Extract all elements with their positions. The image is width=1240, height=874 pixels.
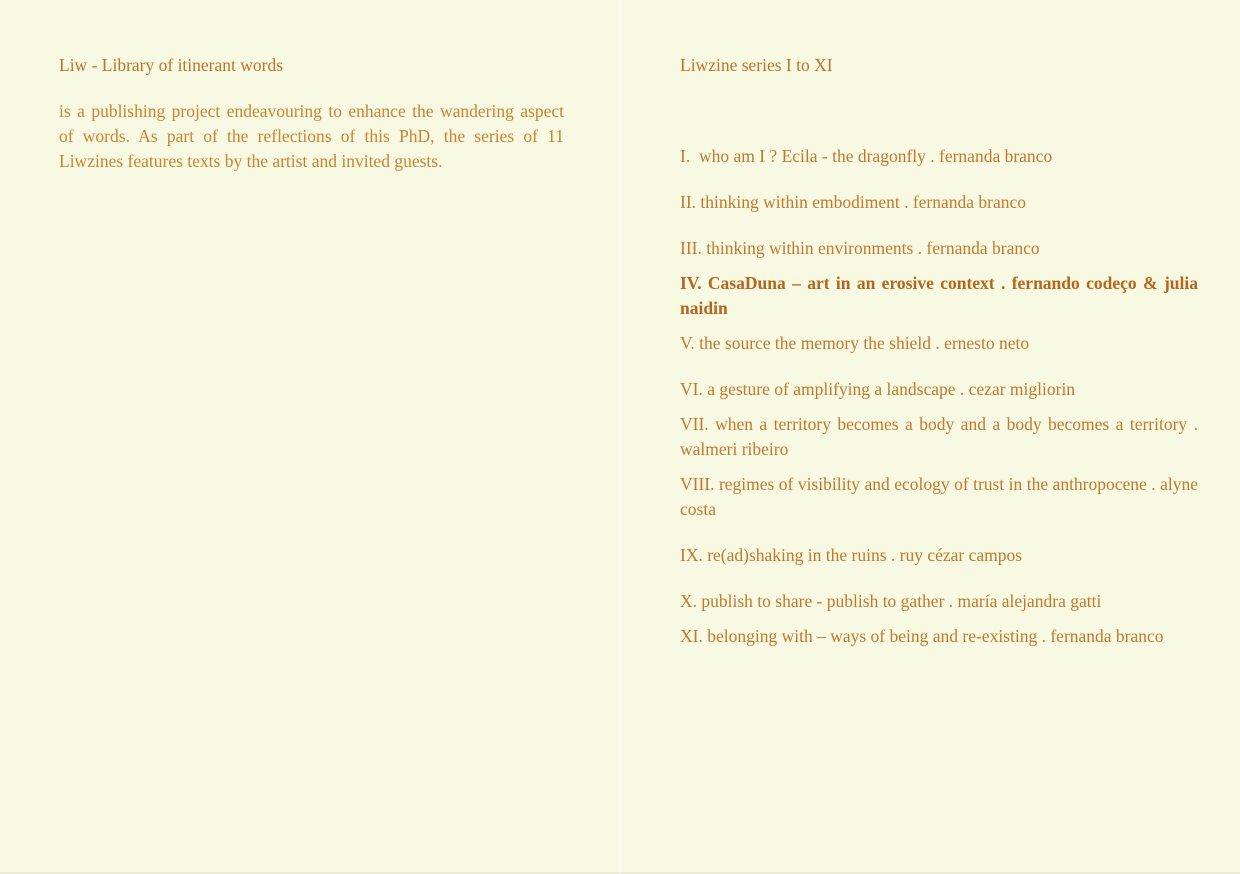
list-item-2: II. thinking within embodiment . fernanda branco [680, 192, 1027, 212]
list-item-9: IX. re(ad)shaking in the ruins . ruy cézar campos [680, 545, 1023, 565]
list-item-7: VII. when a territory becomes a body and a body becomes a territory . walmeri ribeiro [680, 414, 1198, 459]
list-item-3: III. thinking within environments . fernanda branco [680, 238, 1040, 258]
right-page [680, 53, 1198, 659]
list-item-1: I. who am I ? Ecila - the dragonfly . fernanda branco [680, 146, 1053, 166]
list-item-4: IV. CasaDuna – art in an erosive context . fernando codeço & julia naidin [680, 273, 1198, 318]
list-item-8: VIII. regimes of visibility and ecology of trust in the anthropocene . alyne costa [680, 474, 1198, 519]
page-gutter-divider [619, 0, 621, 874]
intro-paragraph: is a publishing project endeavouring to enhance the wandering aspect of words. As part of the reflections of this PhD, the series of 11 Liwzines features texts by the artist and invited guests. [59, 101, 564, 171]
list-item-6: VI. a gesture of amplifying a landscape . cezar migliorin [680, 379, 1076, 399]
right-page-title: Liwzine series I to XI [680, 55, 833, 75]
left-page [59, 53, 564, 174]
list-item-10: X. publish to share - publish to gather . maría alejandra gatti [680, 591, 1102, 611]
series-list [680, 144, 1198, 649]
left-page-title: Liw - Library of itinerant words [59, 55, 284, 75]
list-item-11: XI. belonging with – ways of being and re-existing . fernanda branco [680, 626, 1164, 646]
list-item-5: V. the source the memory the shield . ernesto neto [680, 333, 1030, 353]
